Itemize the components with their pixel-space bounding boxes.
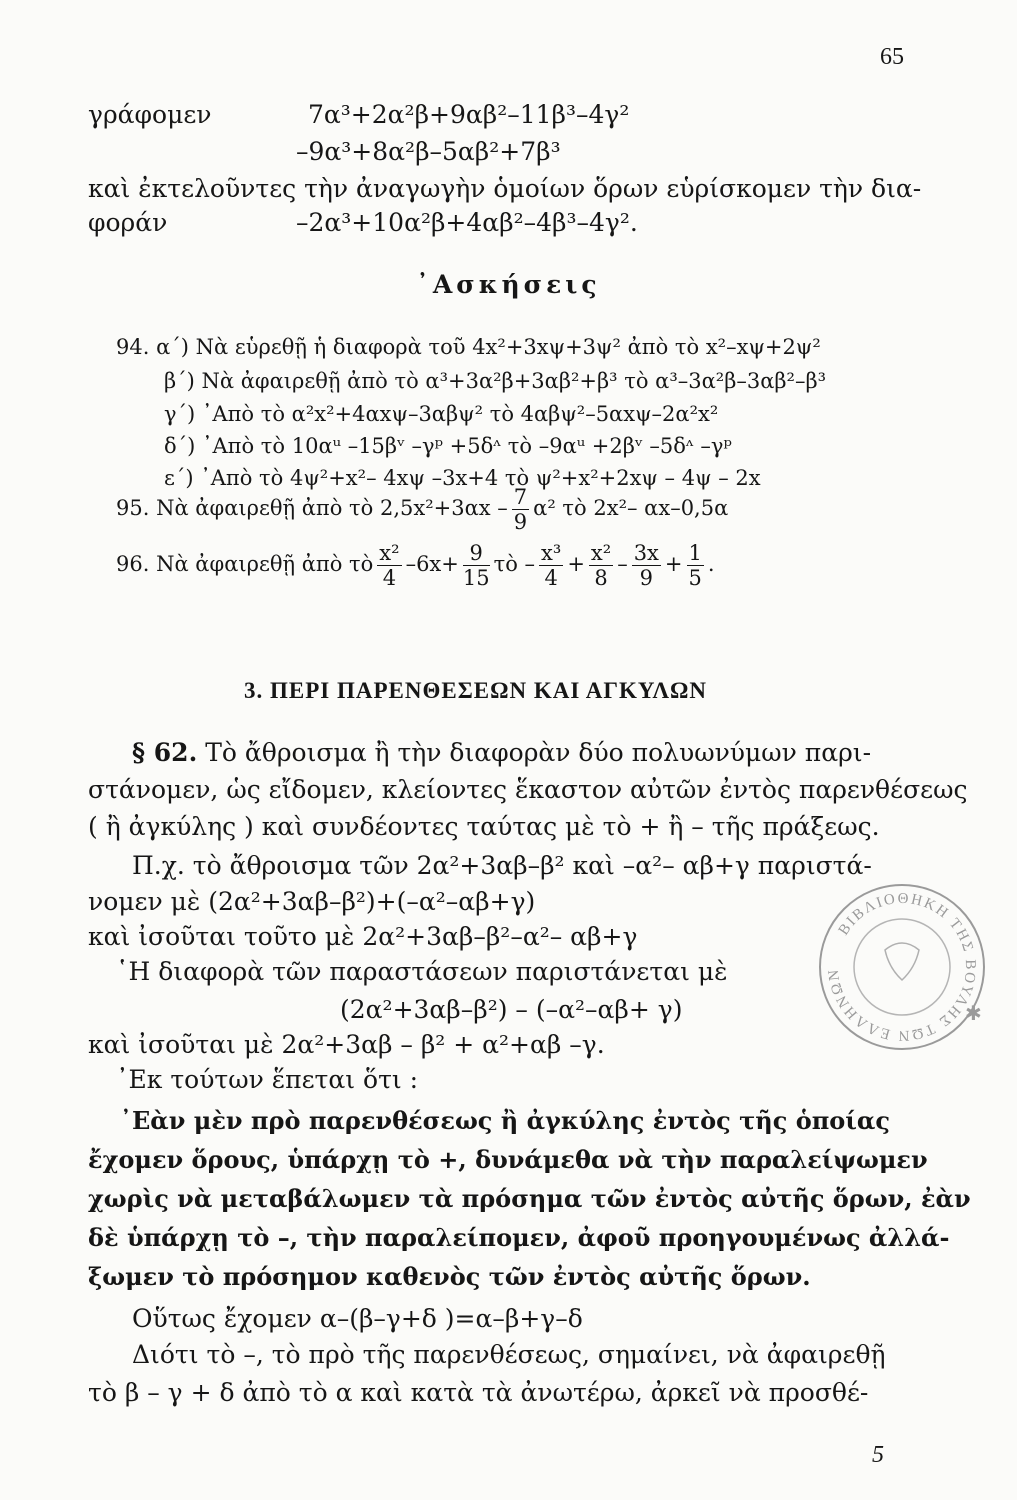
thus-line: Οὕτως ἔχομεν α–(β–γ+δ )=α–β+γ–δ xyxy=(132,1304,583,1333)
paragraph-62-line-3: ( ἢ ἀγκύλης ) καὶ συνδέοντες ταύτας μὲ τὸ + ἢ – τῆς πράξεως. xyxy=(88,812,880,841)
exercise-96-fraction-1 xyxy=(377,541,401,590)
exercise-95-denominator: 9 xyxy=(513,510,528,534)
paragraph-62-text-1: Τὸ ἄθροισμα ἢ τὴν διαφορὰν δύο πολυωνύμων παρι- xyxy=(205,738,872,767)
exercise-96-op-2: – xyxy=(617,552,628,576)
fraction-denominator: 8 xyxy=(594,566,608,590)
fraction-denominator: 9 xyxy=(639,566,653,590)
fraction-numerator: x² xyxy=(379,541,400,565)
because-line-1: Διότι τὸ –, τὸ πρὸ τῆς παρενθέσεως, σημαίνει, νὰ ἀφαιρεθῇ xyxy=(132,1340,886,1369)
example-line-6: καὶ ἰσοῦται μὲ 2α²+3αβ – β² + α²+αβ –γ. xyxy=(88,1030,605,1059)
paragraph-number: § 62. xyxy=(132,738,198,767)
paragraph-62-line-1 xyxy=(132,738,871,768)
exercise-96-fraction-2 xyxy=(463,541,490,590)
exercise-95-tail: α² τὸ 2x²– αx–0,5α xyxy=(533,496,729,520)
library-stamp xyxy=(815,880,990,1055)
fraction-denominator: 5 xyxy=(688,566,702,590)
exercise-96-fraction-4 xyxy=(589,541,613,590)
paragraph-62-line-2: στάνομεν, ὡς εἴδομεν, κλείοντες ἕκαστον αὐτῶν ἐντὸς παρενθέσεως xyxy=(88,775,968,804)
exercise-95-numerator: 7 xyxy=(513,485,528,509)
intro-line-2-expr: –9α³+8α²β–5αβ²+7β³ xyxy=(296,137,561,166)
fraction-numerator: x² xyxy=(590,541,612,565)
signature-mark: 5 xyxy=(872,1442,884,1468)
exercise-96-fraction-3 xyxy=(539,541,563,590)
fraction-denominator: 4 xyxy=(544,566,558,590)
intro-line-1-lead: γράφομεν xyxy=(88,100,212,129)
exercise-94-e: ε΄) ᾿Απὸ τὸ 4ψ²+x²– 4xψ –3x+4 τὸ ψ²+x²+2xψ – 4ψ – 2x xyxy=(164,466,761,490)
example-line-4: ῾Η διαφορὰ τῶν παραστάσεων παριστάνεται μὲ xyxy=(116,957,728,986)
exercise-94-d: δ΄) ᾿Απὸ τὸ 10αᵘ –15βᵛ –γᵖ +5δᶺ τὸ –9αᵘ +2βᵛ –5δᶺ –γᵖ xyxy=(164,434,732,458)
exercise-94-c: γ΄) ᾿Απὸ τὸ α²x²+4αxψ–3αβψ² τὸ 4αβψ²–5αxψ–2α²x² xyxy=(164,402,719,426)
exercise-95 xyxy=(116,485,728,534)
exercise-95-fraction xyxy=(512,485,529,534)
fraction-denominator: 15 xyxy=(462,566,490,590)
rule-line-5: ξωμεν τὸ πρόσημον καθενὸς τῶν ἐντὸς αὐτῆς ὅρων. xyxy=(88,1262,811,1291)
exercise-94-a: 94. α΄) Νὰ εὑρεθῇ ἡ διαφορὰ τοῦ 4x²+3xψ+3ψ² ἀπὸ τὸ x²–xψ+2ψ² xyxy=(116,335,821,359)
fraction-denominator: 4 xyxy=(382,566,397,590)
exercise-96-fraction-6 xyxy=(687,541,704,590)
exercise-96-mid-1: –6x+ xyxy=(405,552,459,576)
because-line-2: τὸ β – γ + δ ἀπὸ τὸ α καὶ κατὰ τὰ ἀνωτέρω, ἀρκεῖ νὰ προσθέ- xyxy=(88,1378,869,1407)
stamp-text: ΒΙΒΛΙΟΘΗΚΗ ΤΗΣ ΒΟΥΛΗΣ ΤΩΝ ΕΛΛΗΝΩΝ xyxy=(825,890,979,1044)
fraction-numerator: x³ xyxy=(541,541,562,565)
rule-line-4: δὲ ὑπάρχῃ τὸ –, τὴν παραλείπομεν, ἀφοῦ προηγουμένως ἀλλά- xyxy=(88,1223,950,1252)
stamp-inner-ring xyxy=(854,919,950,1015)
example-line-5: (2α²+3αβ–β²) – (–α²–αβ+ γ) xyxy=(340,995,683,1024)
intro-line-4-expr: –2α³+10α²β+4αβ²–4β³–4γ². xyxy=(296,208,638,237)
exercise-94-b: β΄) Νὰ ἀφαιρεθῇ ἀπὸ τὸ α³+3α²β+3αβ²+β³ τὸ α³–3α²β–3αβ²–β³ xyxy=(164,369,827,393)
stamp-outer-ring xyxy=(820,885,984,1049)
exercise-96-op-3: + xyxy=(664,552,683,576)
intro-line-4-lead: φοράν xyxy=(88,208,168,237)
exercise-96-op-1: + xyxy=(567,552,585,576)
intro-line-1-expr: 7α³+2α²β+9αβ²–11β³–4γ² xyxy=(308,100,630,129)
example-line-3: καὶ ἰσοῦται τοῦτο μὲ 2α²+3αβ–β²–α²– αβ+γ xyxy=(88,922,638,951)
fraction-numerator: 3x xyxy=(633,541,659,565)
rule-line-3: χωρὶς νὰ μεταβάλωμεν τὰ πρόσημα τῶν ἐντὸς αὐτῆς ὅρων, ἐὰν xyxy=(88,1184,971,1213)
example-line-2: νομεν μὲ (2α²+3αβ–β²)+(–α²–αβ+γ) xyxy=(88,887,536,916)
page-number: 65 xyxy=(880,44,904,70)
rule-line-2: ἔχομεν ὅρους, ὑπάρχῃ τὸ +, δυνάμεθα νὰ τὴν παραλείψωμεν xyxy=(88,1145,928,1174)
exercise-96-fraction-5 xyxy=(632,541,661,590)
stamp-star-icon: ✱ xyxy=(965,1001,982,1025)
example-line-7: ᾿Εκ τούτων ἕπεται ὅτι : xyxy=(116,1065,419,1094)
exercise-96-lead: 96. Νὰ ἀφαιρεθῇ ἀπὸ τὸ xyxy=(116,552,374,576)
exercise-96 xyxy=(116,541,715,590)
exercises-title: ᾿Ασκήσεις xyxy=(416,270,601,299)
stamp-emblem xyxy=(885,943,919,980)
example-line-1: Π.χ. τὸ ἄθροισμα τῶν 2α²+3αβ–β² καὶ –α²– αβ+γ παριστά- xyxy=(132,851,872,880)
exercise-96-end: . xyxy=(707,552,715,576)
exercise-96-mid-2: τὸ – xyxy=(493,552,536,576)
exercise-95-lead: 95. Νὰ ἀφαιρεθῇ ἀπὸ τὸ 2,5x²+3αx – xyxy=(116,496,508,520)
rule-line-1: ᾿Εὰν μὲν πρὸ παρενθέσεως ἢ ἀγκύλης ἐντὸς τῆς ὁποίας xyxy=(120,1106,890,1135)
section-title: 3. ΠΕΡΙ ΠΑΡΕΝΘΕΣΕΩΝ ΚΑΙ ΑΓΚΥΛΩΝ xyxy=(244,678,707,703)
intro-line-3: καὶ ἐκτελοῦντες τὴν ἀναγωγὴν ὁμοίων ὅρων εὑρίσκομεν τὴν δια- xyxy=(88,174,922,203)
fraction-numerator: 1 xyxy=(688,541,702,565)
fraction-numerator: 9 xyxy=(463,541,490,566)
